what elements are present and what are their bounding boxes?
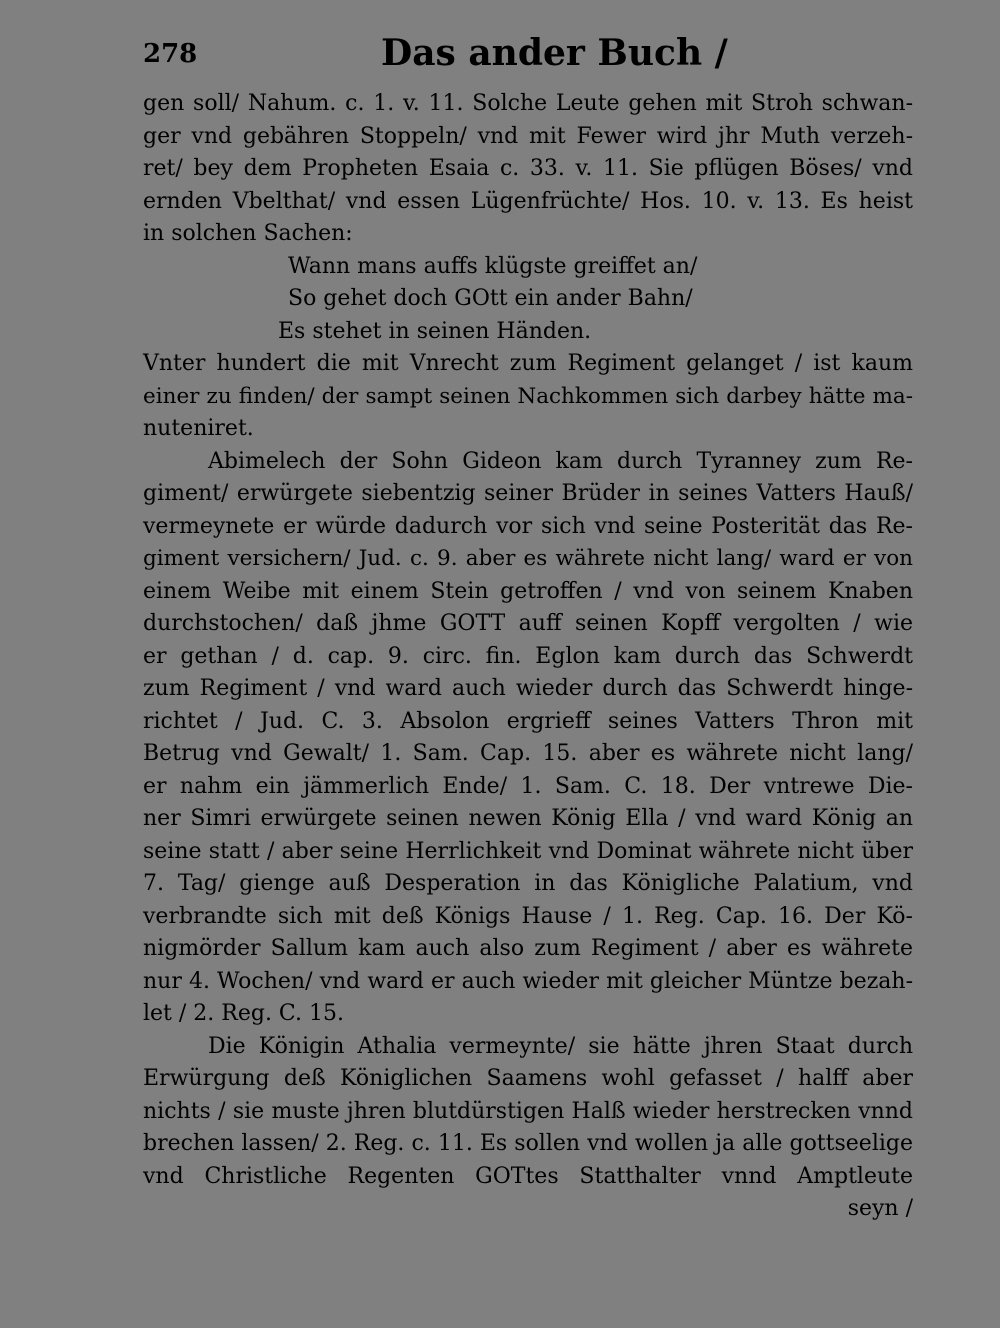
text-line: let / 2. Reg. C. 15. [143,1001,344,1026]
text-line: brechen lassen/ 2. Reg. c. 11. Es sollen vnd wollen ja alle gottseelige [143,1131,913,1156]
text-line: durchstochen/ daß jhme GOTT auff seinen Kopff vergolten / wie [143,611,913,636]
text-line: giment versichern/ Jud. c. 9. aber es währete nicht lang/ ward er von [143,546,913,571]
body-text [143,88,913,1226]
page-number: 278 [143,39,198,69]
text-line: nuteniret. [143,416,254,441]
text-line: richtet / Jud. C. 3. Absolon ergrieff seines Vatters Thron mit [143,708,913,734]
running-title: Das ander Buch / [381,32,728,74]
text-line: einer zu finden/ der sampt seinen Nachkommen sich darbey hätte ma- [143,383,913,409]
text-line: ger vnd gebähren Stoppeln/ vnd mit Fewer wird jhr Muth verzeh- [143,123,913,149]
text-line: seine statt / aber seine Herrlichkeit vnd Dominat währete nicht über [143,838,913,864]
text-line: 7. Tag/ gienge auß Desperation in das Königliche Palatium, vnd [143,871,913,896]
text-line: So gehet doch GOtt ein ander Bahn/ [288,286,693,311]
text-line: nur 4. Wochen/ vnd ward er auch wieder mit gleicher Müntze bezah- [143,968,913,994]
text-line: Erwürgung deß Königlichen Saamens wohl gefasset / halff aber [143,1066,913,1091]
text-line: zum Regiment / vnd ward auch wieder durch das Schwerdt hinge- [143,676,913,701]
text-line: verbrandte sich mit deß Königs Hause / 1. Reg. Cap. 16. Der Kö- [143,903,913,929]
text-line: gen soll/ Nahum. c. 1. v. 11. Solche Leute gehen mit Stroh schwan- [143,91,913,116]
text-line: er gethan / d. cap. 9. circ. fin. Eglon kam durch das Schwerdt [143,643,913,669]
text-line: Betrug vnd Gewalt/ 1. Sam. Cap. 15. aber es währete nicht lang/ [143,741,913,766]
page-header [143,28,923,84]
text-line: giment/ erwürgete siebentzig seiner Brüder in seines Vatters Hauß/ [143,481,913,506]
text-line: ret/ bey dem Propheten Esaia c. 33. v. 11. Sie pflügen Böses/ vnd [143,156,913,181]
text-line: Die Königin Athalia vermeynte/ sie hätte jhren Staat durch [208,1033,913,1059]
text-line: einem Weibe mit einem Stein getroffen / vnd von seinem Knaben [143,578,913,604]
text-line: nigmörder Sallum kam auch also zum Regiment / aber es währete [143,936,913,961]
text-line: Es stehet in seinen Händen. [278,318,592,344]
text-line: vermeynete er würde dadurch vor sich vnd seine Posterität das Re- [143,513,913,539]
text-line: seyn / [847,1196,913,1221]
text-line: ernden Vbelthat/ vnd essen Lügenfrüchte/ Hos. 10. v. 13. Es heist [143,188,913,214]
text-line: nichts / sie muste jhren blutdürstigen Halß wieder herstrecken vnnd [143,1098,913,1124]
text-line: Abimelech der Sohn Gideon kam durch Tyranney zum Re- [208,448,913,474]
text-line: vnd Christliche Regenten GOTtes Statthalter vnnd Amptleute [143,1163,913,1189]
text-line: ner Simri erwürgete seinen newen König Ella / vnd ward König an [143,806,913,831]
text-line: Wann mans auffs klügste greiffet an/ [288,253,698,279]
text-line: er nahm ein jämmerlich Ende/ 1. Sam. C. 18. Der vntrewe Die- [143,773,913,799]
text-line: in solchen Sachen: [143,221,353,246]
text-line: Vnter hundert die mit Vnrecht zum Regiment gelanget / ist kaum [143,351,913,376]
